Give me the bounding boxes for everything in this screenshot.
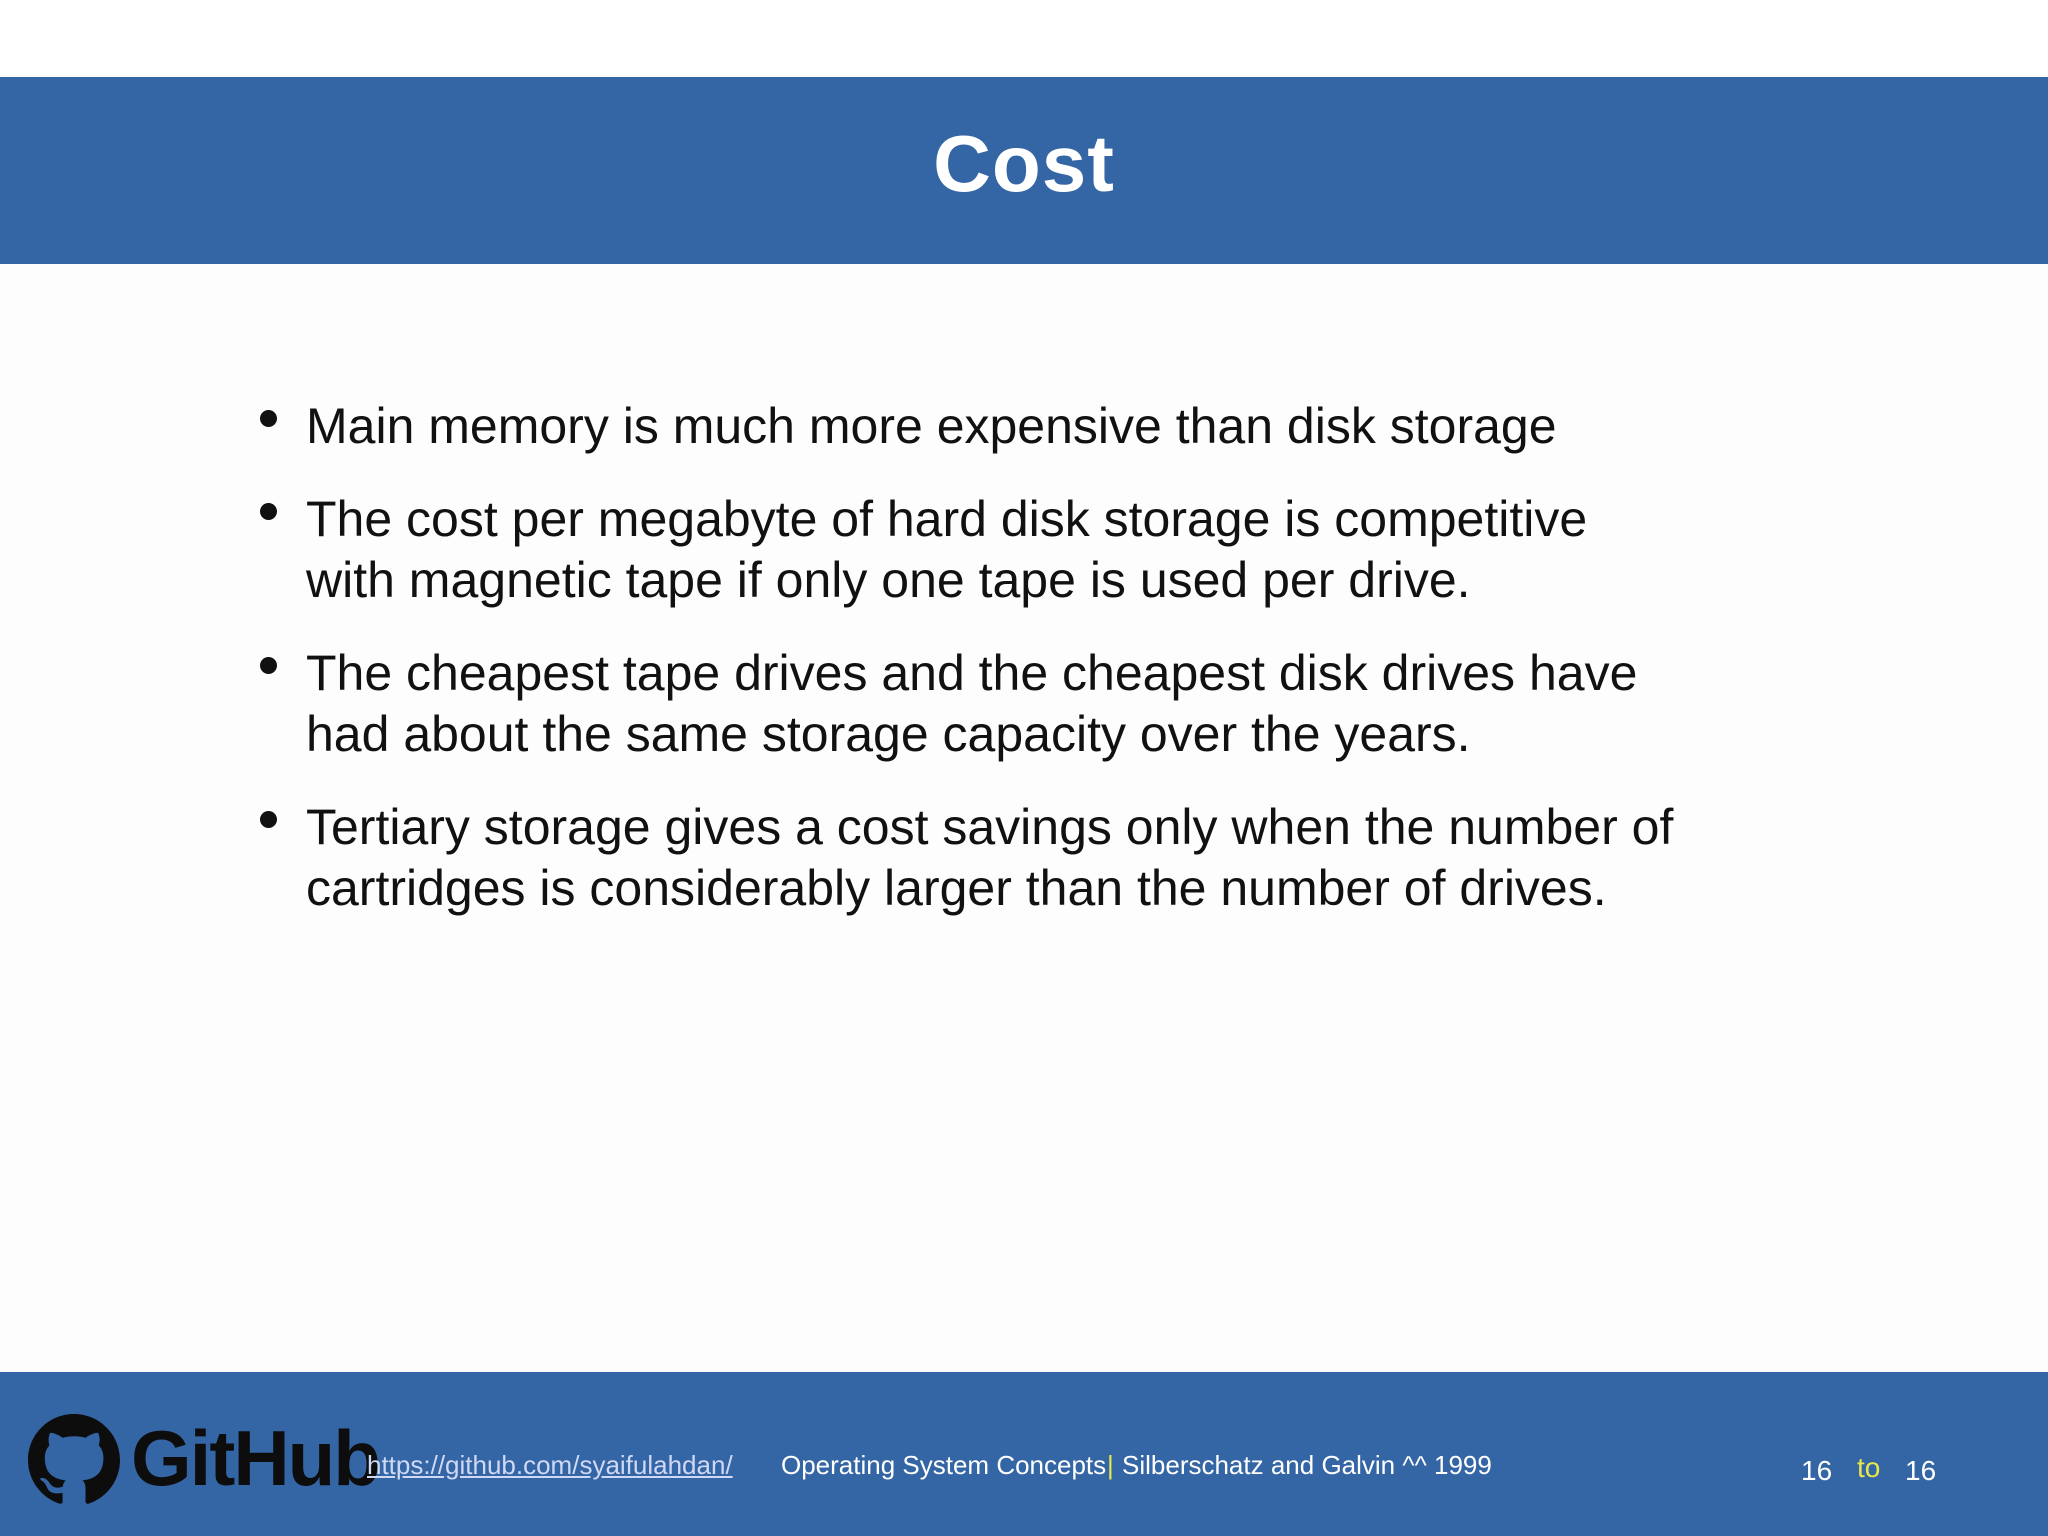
- bullet-line: had about the same storage capacity over the years.: [306, 706, 1471, 762]
- bullet-dot-icon: [260, 503, 277, 520]
- book-title: Operating System Concepts: [781, 1450, 1107, 1480]
- bullet-item: [250, 643, 1770, 765]
- bullet-line: with magnetic tape if only one tape is used per drive.: [306, 552, 1471, 608]
- bullet-item: [250, 489, 1770, 611]
- slide-title: Cost: [933, 118, 1115, 208]
- bullet-dot-icon: [260, 410, 277, 427]
- top-margin: [0, 0, 2048, 77]
- bullet-line: The cost per megabyte of hard disk storage is competitive: [306, 491, 1588, 547]
- github-profile-link[interactable]: https://github.com/syaifulahdan/: [367, 1450, 733, 1480]
- bullet-line: Main memory is much more expensive than disk storage: [306, 398, 1557, 454]
- github-wordmark: GitHub: [131, 1414, 379, 1502]
- bullet-item: [250, 396, 1770, 457]
- bullet-dot-icon: [260, 657, 277, 674]
- title-bar: [0, 77, 2048, 264]
- footer-separator: |: [1107, 1450, 1114, 1480]
- page-total: 16: [1905, 1455, 1937, 1486]
- bullet-dot-icon: [260, 811, 277, 828]
- bullet-list: [250, 396, 1770, 951]
- github-octocat-icon: [28, 1414, 120, 1506]
- book-authors: Silberschatz and Galvin ^^ 1999: [1122, 1450, 1492, 1480]
- bullet-line: The cheapest tape drives and the cheapest disk drives have: [306, 645, 1638, 701]
- bullet-line: cartridges is considerably larger than the number of drives.: [306, 860, 1607, 916]
- bullet-line: Tertiary storage gives a cost savings only when the number of: [306, 799, 1674, 855]
- page-to-label: to: [1857, 1452, 1881, 1483]
- bullet-item: [250, 797, 1770, 919]
- page-current: 16: [1801, 1455, 1833, 1486]
